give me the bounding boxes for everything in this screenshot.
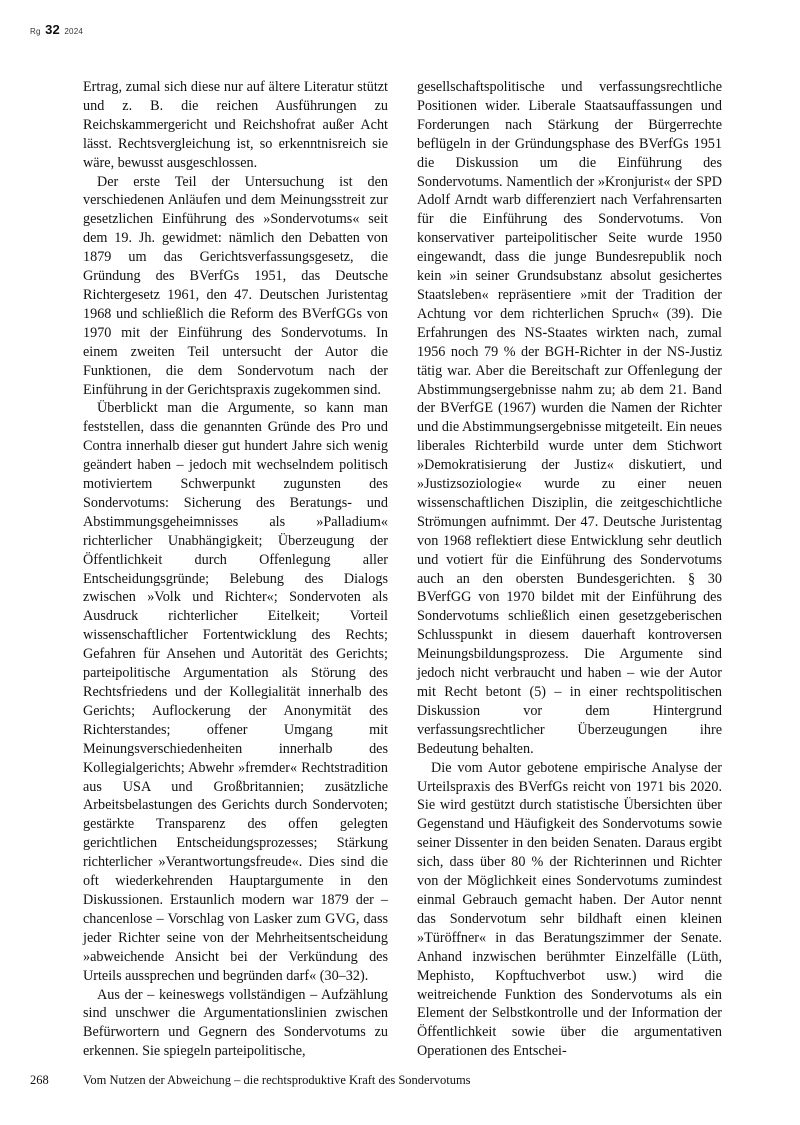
paragraph: Die vom Autor gebotene empirische Analyse der Urteilspraxis des BVerfGs reicht von 1971 bis 2020. Sie wird gestützt durch statistische Übersichten über Gegenstand und Häufigkeit des Sondervotums sowie seiner Dissenter in den beiden Senaten. Daraus ergibt sich, dass über 80 % der Richterinnen und Richter von der Möglichkeit eines Sondervotums zumindest einmal Gebrauch gemacht haben. Der Autor nennt das Sondervotum sehr bildhaft einen kleinen »Türöffner« in das Beratungszimmer der Senate. Anhand inzwischen berühmter Einzelfälle (Lüth, Mephisto, Kopftuchverbot usw.) wird die weitreichende Funktion des Sondervotums als ein Element der Selbstkontrolle und der Information der Öffentlichkeit sowie über die argumentativen Operationen des Entschei- (417, 759, 722, 1060)
running-title: Vom Nutzen der Abweichung – die rechtsproduktive Kraft des Sondervotums (83, 1073, 471, 1087)
page-number: 268 (30, 1073, 49, 1087)
left-column (83, 78, 388, 1061)
paragraph: Überblickt man die Argumente, so kann man feststellen, dass die genannten Gründe des Pro und Contra innerhalb dieser gut hundert Jahre sich wenig geändert haben – jedoch mit wechselndem politisch motiviertem Schwerpunkt zugunsten des Sondervotums: Sicherung des Beratungs- und Abstimmungsgeheimnisses als »Palladium« richterlicher Unabhängigkeit; Überzeugung der Öffentlichkeit durch Offenlegung aller Entscheidungsgründe; Belebung des Dialogs zwischen »Volk und Richter«; Sondervoten als Ausdruck richterlicher Eitelkeit; Vorteil wissenschaftlicher Fortentwicklung des Rechts; Gefahren für Ansehen und Autorität des Gerichts; parteipolitische Argumentation als Störung des Rechtsfriedens und der Kollegialität innerhalb des Gerichts; Auflockerung der Anonymität des Richterstandes; offener Umgang mit Meinungsverschiedenheiten innerhalb des Kollegialgerichts; Abwehr »fremder« Rechtstradition aus USA und Großbritannien; zusätzliche Arbeitsbelastungen des Gerichts durch Sondervoten; gestärkte Transparenz des offen gelegten gerichtlichen Entscheidungsprozesses; Stärkung richterlicher »Verantwortungsfreude«. Dies sind die oft wiederkehrenden Hauptargumente in den Diskussionen. Erstaunlich modern war 1879 der – chancenlose – Vorschlag von Lasker zum GVG, dass jeder Richter seine von der Mehrheitsentscheidung »abweichende Ansicht bei der Verkündung des Urteils aussprechen und begründen darf« (30–32). (83, 400, 388, 984)
paragraph: Der erste Teil der Untersuchung ist den verschiedenen Anläufen und dem Meinungsstreit zur gesetzlichen Einführung des »Sondervotums« seit dem 19. Jh. gewidmet: nämlich den Debatten von 1879 um das Gerichtsverfassungsgesetz, die Gründung des BVerfGs 1951, das Deutsche Richtergesetz 1961, den 47. Deutschen Juristentag 1968 und schließlich die Reform des BVerfGGs von 1970 mit der Einführung des Sondervotums. In einem zweiten Teil untersucht der Autor die Funktionen, die dem Sondervotum nach der Einführung in der Gerichtspraxis zugekommen sind. (83, 173, 388, 398)
paragraph: Aus der – keineswegs vollständigen – Aufzählung sind unschwer die Argumentationslinien zwischen Befürwortern und Gegnern des Sondervotums zu erkennen. Sie spiegeln parteipolitische, (83, 986, 388, 1060)
paragraph: gesellschaftspolitische und verfassungsrechtliche Positionen wider. Liberale Staatsauffassungen und Forderungen nach Stärkung der Bürgerrechte beflügeln in der Gründungsphase des BVerfGs 1951 die Diskussion um die Einführung des Sondervotums. Namentlich der »Kronjurist« der SPD Adolf Arndt warb differenziert nach Verfahrensarten für die Einführung des Sondervotums. Von konservativer parteipolitischer Seite wurde 1950 eingewandt, dass die junge Bundesrepublik noch kein »in seiner Grundsubstanz absolut gesichertes Staatsleben« repräsentiere »mit der Tradition der Achtung vor dem richterlichen Spruch« (39). Die Erfahrungen des NS-Staates wirkten nach, zumal 1956 noch 79 % der BGH-Richter in der NS-Justiz tätig war. Aber die Bereitschaft zur Offenlegung der Abstimmungsergebnisse nahm zu; ab dem 21. Band der BVerfGE (1967) wurden die Namen der Richter und die Abstimmungsergebnisse mitgeteilt. Ein neues liberales Richterbild wurde unter dem Stichwort »Demokratisierung der Justiz« diskutiert, und »Justizsoziologie« wurde zu einer neuen wissenschaftlichen Disziplin, die zeitgeschichtliche Strömungen aufnimmt. Der 47. Deutsche Juristentag von 1968 reflektiert diese Entwicklung sehr deutlich und votiert für die Einführung des Sondervotums auch an den obersten Bundesgerichten. § 30 BVerfGG von 1970 bildet mit der Einführung des Sondervotums schließlich einen gesetzgeberischen Schlusspunkt in diesem dauerhaft kontroversen Meinungsbildungsprozess. Die Argumente sind jedoch nicht verbraucht und haben – wie der Autor mit Recht betont (5) – in einer rechtspolitischen Diskussion vor dem Hintergrund verfassungsrechtlicher Überzeugungen ihre Bedeutung behalten. (417, 79, 722, 757)
journal-abbreviation: Rg (30, 27, 41, 36)
volume-year: 2024 (64, 27, 83, 36)
paragraph: Ertrag, zumal sich diese nur auf ältere Literatur stützt und z. B. die reichen Ausführungen zu Reichskammergericht und Reichshofrat außer Acht lässt. Rechtsvergleichung ist, so erkenntnisreich sie wäre, bewusst ausgeschlossen. (83, 79, 388, 171)
right-column (417, 78, 722, 1061)
running-header (30, 22, 83, 37)
volume-number: 32 (45, 22, 60, 37)
